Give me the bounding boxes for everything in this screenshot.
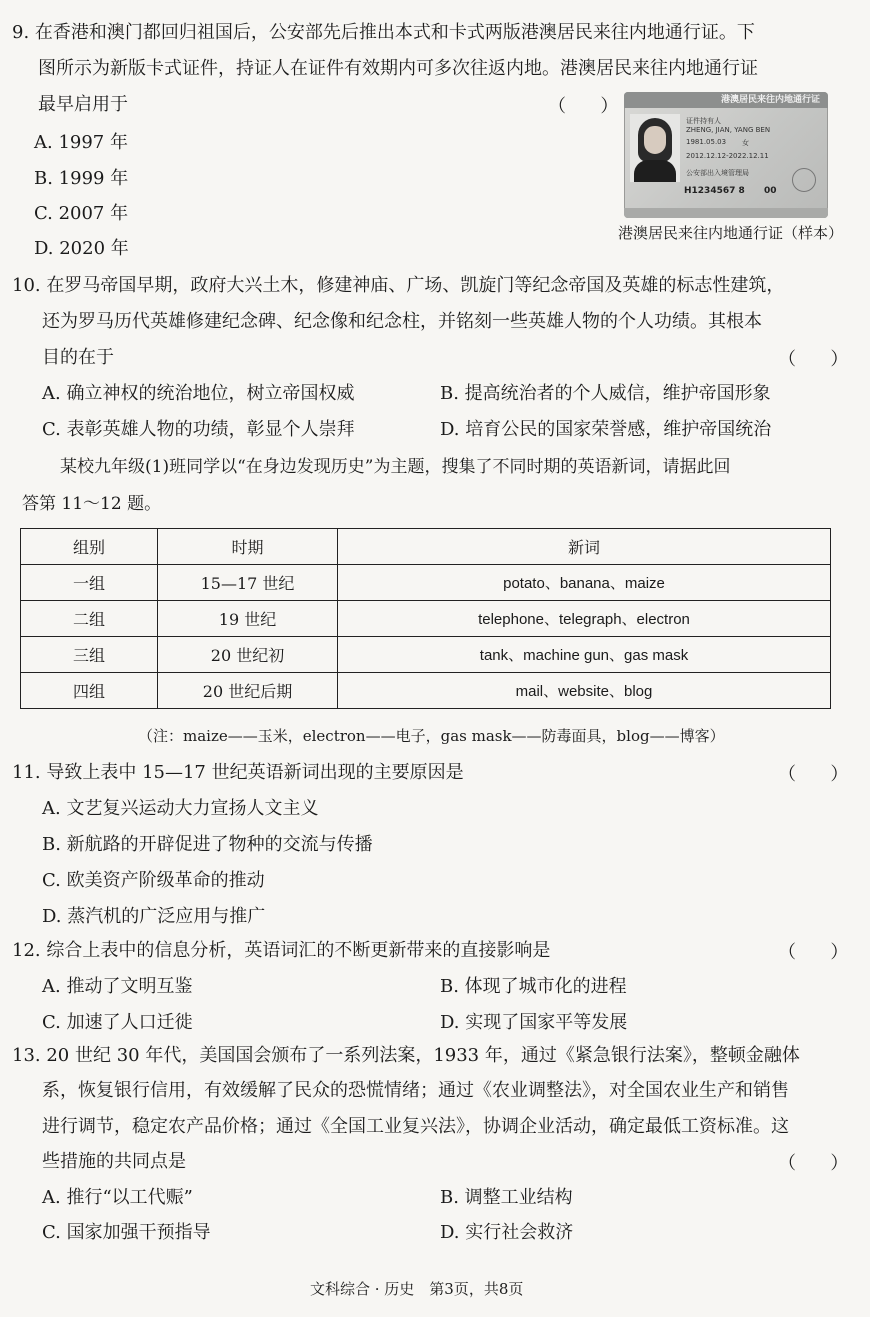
card-caption: 港澳居民来往内地通行证（样本） <box>618 224 844 242</box>
card-validity: 2012.12.12-2022.12.11 <box>686 152 769 160</box>
q10-option-a: A. 确立神权的统治地位，树立帝国权威 <box>42 383 355 404</box>
table-header-row <box>21 529 831 565</box>
table-cell: 二组 <box>21 601 158 637</box>
card-header: 港澳居民来往内地通行证 <box>624 92 828 108</box>
q12-option-b: B. 体现了城市化的进程 <box>440 976 627 997</box>
card-name: ZHENG, JIAN, YANG BEN <box>686 126 771 134</box>
card-stamp <box>792 168 816 192</box>
q13-stem-line4: 些措施的共同点是 <box>42 1151 186 1172</box>
table-note: （注：maize——玉米，electron——电子，gas mask——防毒面具，blog——博客） <box>138 727 725 745</box>
card-photo <box>630 114 680 182</box>
table-cell: mail、website、blog <box>338 673 831 709</box>
q10-option-d: D. 培育公民的国家荣誉感，维护帝国统治 <box>440 419 772 440</box>
card-field-label: 证件持有人 <box>686 117 721 125</box>
table-header-group: 组别 <box>21 529 158 565</box>
q12-stem: 12. 综合上表中的信息分析，英语词汇的不断更新带来的直接影响是 <box>12 940 551 961</box>
table-cell: 15—17 世纪 <box>158 565 338 601</box>
table-cell: 20 世纪后期 <box>158 673 338 709</box>
id-card-image <box>624 92 828 218</box>
q13-stem-line3: 进行调节，稳定农产品价格；通过《全国工业复兴法》，协调企业活动，确定最低工资标准。这 <box>42 1116 789 1137</box>
card-issuer: 公安部出入境管理局 <box>686 169 749 177</box>
card-count: 00 <box>764 186 777 196</box>
q10-stem-line2: 还为罗马历代英雄修建纪念碑、纪念像和纪念柱，并铭刻一些英雄人物的个人功绩。其根本 <box>42 311 762 332</box>
new-words-table <box>20 528 831 709</box>
q10-stem-line3: 目的在于 <box>42 347 114 368</box>
table-cell: tank、machine gun、gas mask <box>338 637 831 673</box>
table-row <box>21 637 831 673</box>
q10-answer-blank: （ ） <box>778 349 849 370</box>
table-row <box>21 565 831 601</box>
q9-option-a: A. 1997 年 <box>34 132 128 153</box>
q10-option-c: C. 表彰英雄人物的功绩，彰显个人崇拜 <box>42 419 355 440</box>
page-footer: 文科综合 · 历史 第3页，共8页 <box>310 1280 524 1298</box>
q9-stem-line2: 图所示为新版卡式证件，持证人在证件有效期内可多次往返内地。港澳居民来往内地通行证 <box>38 58 758 79</box>
q9-option-c: C. 2007 年 <box>34 203 129 224</box>
q11-option-d: D. 蒸汽机的广泛应用与推广 <box>42 906 266 927</box>
q13-option-d: D. 实行社会救济 <box>440 1222 574 1243</box>
q9-option-b: B. 1999 年 <box>34 168 129 189</box>
table-cell: 三组 <box>21 637 158 673</box>
table-row <box>21 601 831 637</box>
card-dob: 1981.05.03 <box>686 138 727 146</box>
card-sex: 女 <box>742 139 749 147</box>
table-cell: 19 世纪 <box>158 601 338 637</box>
table-cell: 20 世纪初 <box>158 637 338 673</box>
table-cell: 一组 <box>21 565 158 601</box>
table-header-words: 新词 <box>338 529 831 565</box>
q11-option-c: C. 欧美资产阶级革命的推动 <box>42 870 265 891</box>
q10-option-b: B. 提高统治者的个人威信，维护帝国形象 <box>440 383 771 404</box>
q11-option-b: B. 新航路的开辟促进了物种的交流与传播 <box>42 834 373 855</box>
q10-stem-line1: 10. 在罗马帝国早期，政府大兴土木，修建神庙、广场、凯旋门等纪念帝国及英雄的标志性建筑， <box>12 275 785 296</box>
q12-option-c: C. 加速了人口迁徙 <box>42 1012 193 1033</box>
table-row <box>21 673 831 709</box>
q9-stem-line1: 9. 在香港和澳门都回归祖国后，公安部先后推出本式和卡式两版港澳居民来往内地通行证。下 <box>12 22 755 43</box>
intro-line2: 答第 11～12 题。 <box>22 494 162 514</box>
q12-option-d: D. 实现了国家平等发展 <box>440 1012 628 1033</box>
q13-option-c: C. 国家加强干预指导 <box>42 1222 211 1243</box>
q13-stem-line1: 13. 20 世纪 30 年代，美国国会颁布了一系列法案，1933 年，通过《紧急银行法案》，整顿金融体 <box>12 1045 800 1066</box>
intro-line1: 某校九年级(1)班同学以“在身边发现历史”为主题，搜集了不同时期的英语新词，请据此回 <box>60 457 731 477</box>
card-mrz-strip <box>624 208 828 218</box>
table-cell: 四组 <box>21 673 158 709</box>
q12-option-a: A. 推动了文明互鉴 <box>42 976 193 997</box>
q11-answer-blank: （ ） <box>778 764 849 785</box>
table-header-period: 时期 <box>158 529 338 565</box>
q12-answer-blank: （ ） <box>778 942 849 963</box>
q13-stem-line2: 系，恢复银行信用，有效缓解了民众的恐慌情绪；通过《农业调整法》，对全国农业生产和销售 <box>42 1080 789 1101</box>
q13-answer-blank: （ ） <box>778 1153 849 1174</box>
card-number: H1234567 8 <box>684 186 745 196</box>
q9-answer-blank: （ ） <box>548 96 619 117</box>
q13-option-a: A. 推行“以工代赈” <box>42 1187 193 1208</box>
q9-stem-line3: 最早启用于 <box>38 94 128 115</box>
table-cell: potato、banana、maize <box>338 565 831 601</box>
q11-stem: 11. 导致上表中 15—17 世纪英语新词出现的主要原因是 <box>12 762 464 783</box>
q13-option-b: B. 调整工业结构 <box>440 1187 573 1208</box>
q11-option-a: A. 文艺复兴运动大力宣扬人文主义 <box>42 798 319 819</box>
table-cell: telephone、telegraph、electron <box>338 601 831 637</box>
q9-option-d: D. 2020 年 <box>34 238 129 259</box>
